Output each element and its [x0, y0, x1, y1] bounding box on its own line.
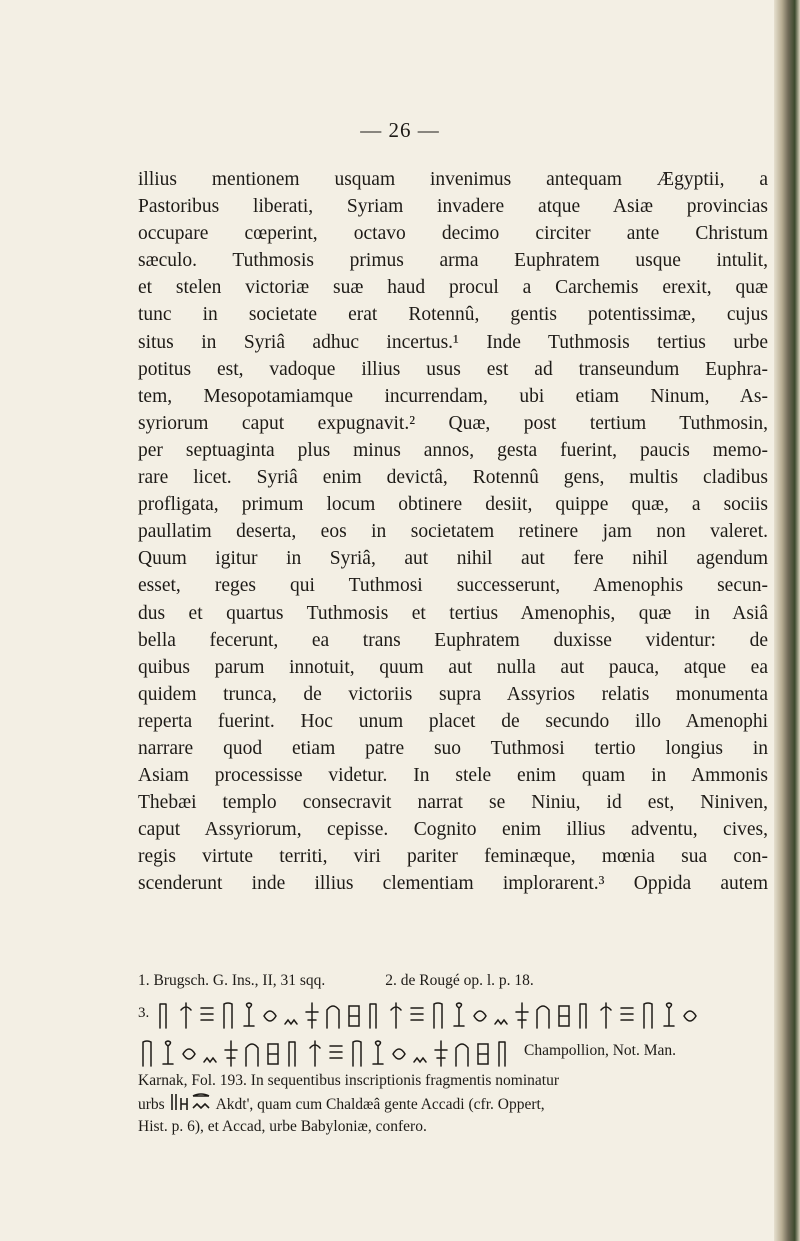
footnote-1: 1. Brugsch. G. Ins., II, 31 sqq.: [138, 972, 326, 989]
hieroglyph-glyph-icon: [240, 1000, 258, 1030]
hieroglyph-glyph-icon: [303, 1000, 321, 1030]
hieroglyph-sequence: [156, 1000, 699, 1030]
hieroglyph-row-2: [138, 1034, 768, 1068]
hieroglyph-glyph-icon: [471, 1000, 489, 1030]
hieroglyph-glyph-icon: [348, 1038, 366, 1068]
hieroglyph-glyph-icon: [156, 1000, 174, 1030]
text-line: Asiam processisse videtur. In stele enim quam in Ammonis: [138, 765, 768, 787]
hieroglyph-glyph-icon: [387, 1000, 405, 1030]
footnote-2: 2. de Rougé op. l. p. 18.: [385, 972, 534, 989]
hieroglyph-glyph-icon: [180, 1038, 198, 1068]
text-line: per septuaginta plus minus annos, gesta fuerint, paucis memo-: [138, 439, 768, 461]
footnote-3-line-2: Karnak, Fol. 193. In sequentibus inscriptionis fragmentis nominatur: [138, 1072, 560, 1089]
hieroglyph-glyph-icon: [285, 1038, 303, 1068]
hieroglyph-glyph-icon: [198, 1000, 216, 1030]
hieroglyph-glyph-icon: [576, 1000, 594, 1030]
hieroglyph-glyph-icon: [327, 1038, 345, 1068]
text-line: regis virtute territi, viri pariter feminæque, mœnia sua con-: [138, 846, 768, 868]
hieroglyph-glyph-icon: [432, 1038, 450, 1068]
footnotes: [138, 970, 768, 1138]
hieroglyph-glyph-icon: [222, 1038, 240, 1068]
text-line: paullatim deserta, eos in societatem retinere jam non valeret.: [138, 521, 768, 543]
hieroglyph-glyph-icon: [306, 1038, 324, 1068]
hieroglyph-glyph-icon: [618, 1000, 636, 1030]
text-line: dus et quartus Tuthmosis et tertius Amenophis, quæ in Asiâ: [138, 602, 768, 624]
text-line: caput Assyriorum, cepisse. Cognito enim illius adventu, cives,: [138, 819, 768, 841]
hieroglyph-glyph-icon: [408, 1000, 426, 1030]
hieroglyph-sequence: [138, 1038, 513, 1068]
footnote-3-akdt: Akdt', quam cum Chaldæâ gente Accadi (cfr. Oppert,: [215, 1096, 545, 1113]
hieroglyph-glyph-icon: [261, 1000, 279, 1030]
hieroglyph-glyph-icon: [390, 1038, 408, 1068]
hieroglyph-glyph-icon: [282, 1000, 300, 1030]
text-line: potitus est, vadoque illius usus est ad transeundum Euphra-: [138, 358, 768, 380]
text-line: Quum igitur in Syriâ, aut nihil aut fere nihil agendum: [138, 548, 768, 570]
hieroglyph-glyph-icon: [660, 1000, 678, 1030]
text-line: sæculo. Tuthmosis primus arma Euphratem usque intulit,: [138, 250, 768, 272]
hieroglyph-glyph-icon: [201, 1038, 219, 1068]
hieroglyph-glyph-icon: [492, 1000, 510, 1030]
hieroglyph-glyph-icon: [681, 1000, 699, 1030]
text-line: occupare cœperint, octavo decimo circiter ante Christum: [138, 223, 768, 245]
text-line: syriorum caput expugnavit.² Quæ, post tertium Tuthmosin,: [138, 412, 768, 434]
hieroglyph-glyph-icon: [366, 1000, 384, 1030]
hieroglyph-glyph-icon: [243, 1038, 261, 1068]
main-text: [138, 166, 768, 898]
page-number: — 26 —: [360, 118, 440, 142]
hieroglyph-glyph-icon: [324, 1000, 342, 1030]
footnote-3-reference: Champollion, Not. Man.: [524, 1042, 676, 1059]
text-line: esset, reges qui Tuthmosi successerunt, Amenophis secun-: [138, 575, 768, 597]
text-line: tem, Mesopotamiamque incurrendam, ubi etiam Ninum, As-: [138, 385, 768, 407]
text-line: quibus parum innotuit, quum aut nulla aut pauca, atque ea: [138, 656, 768, 678]
text-line: reperta fuerint. Hoc unum placet de secundo illo Amenophi: [138, 710, 768, 732]
footnote-row: [138, 970, 768, 992]
text-line: tunc in societate erat Rotennû, gentis potentissimæ, cujus: [138, 304, 768, 326]
text-line: Thebæi templo consecravit narrat se Niniu, id est, Niniven,: [138, 792, 768, 814]
hieroglyph-glyph-icon: [345, 1000, 363, 1030]
hieroglyph-glyph-icon: [495, 1038, 513, 1068]
hieroglyph-glyph-icon: [429, 1000, 447, 1030]
hieroglyph-glyph-icon: [453, 1038, 471, 1068]
book-edge-shadow: [774, 0, 800, 1241]
hieroglyph-glyph-icon: [169, 1092, 213, 1112]
hieroglyph-glyph-icon: [159, 1038, 177, 1068]
footnote-3-number: 3.: [138, 1005, 150, 1021]
text-line: Pastoribus liberati, Syriam invadere atque Asiæ provincias: [138, 196, 768, 218]
footnote-3-line-4: Hist. p. 6), et Accad, urbe Babyloniæ, confero.: [138, 1118, 427, 1135]
hieroglyph-glyph-icon: [264, 1038, 282, 1068]
text-line: bella fecerunt, ea trans Euphratem duxisse videntur: de: [138, 629, 768, 651]
hieroglyph-row-1: [138, 996, 768, 1030]
hieroglyph-glyph-icon: [555, 1000, 573, 1030]
hieroglyph-glyph-icon: [219, 1000, 237, 1030]
hieroglyph-glyph-icon: [450, 1000, 468, 1030]
hieroglyph-glyph-icon: [369, 1038, 387, 1068]
hieroglyph-glyph-icon: [639, 1000, 657, 1030]
footnote-3-urbs: urbs: [138, 1096, 165, 1113]
hieroglyph-glyph-icon: [534, 1000, 552, 1030]
text-line: profligata, primum locum obtinere desiit, quippe quæ, a sociis: [138, 494, 768, 516]
hieroglyph-glyph-icon: [474, 1038, 492, 1068]
hieroglyph-glyph-icon: [513, 1000, 531, 1030]
hieroglyph-glyph-icon: [138, 1038, 156, 1068]
hieroglyph-glyph-icon: [597, 1000, 615, 1030]
hieroglyph-glyph-icon: [177, 1000, 195, 1030]
text-line: situs in Syriâ adhuc incertus.¹ Inde Tuthmosis tertius urbe: [138, 331, 768, 353]
text-line: scenderunt inde illius clementiam implorarent.³ Oppida autem: [138, 873, 768, 895]
text-line: narrare quod etiam patre suo Tuthmosi tertio longius in: [138, 737, 768, 759]
hieroglyph-glyph-icon: [411, 1038, 429, 1068]
footnote-3-line-3: [138, 1092, 768, 1116]
text-line: et stelen victoriæ suæ haud procul a Carchemis erexit, quæ: [138, 277, 768, 299]
text-line: illius mentionem usquam invenimus antequam Ægyptii, a: [138, 169, 768, 190]
text-line: rare licet. Syriâ enim devictâ, Rotennû gens, multis cladibus: [138, 467, 768, 489]
text-line: quidem trunca, de victoriis supra Assyrios relatis monumenta: [138, 683, 768, 705]
